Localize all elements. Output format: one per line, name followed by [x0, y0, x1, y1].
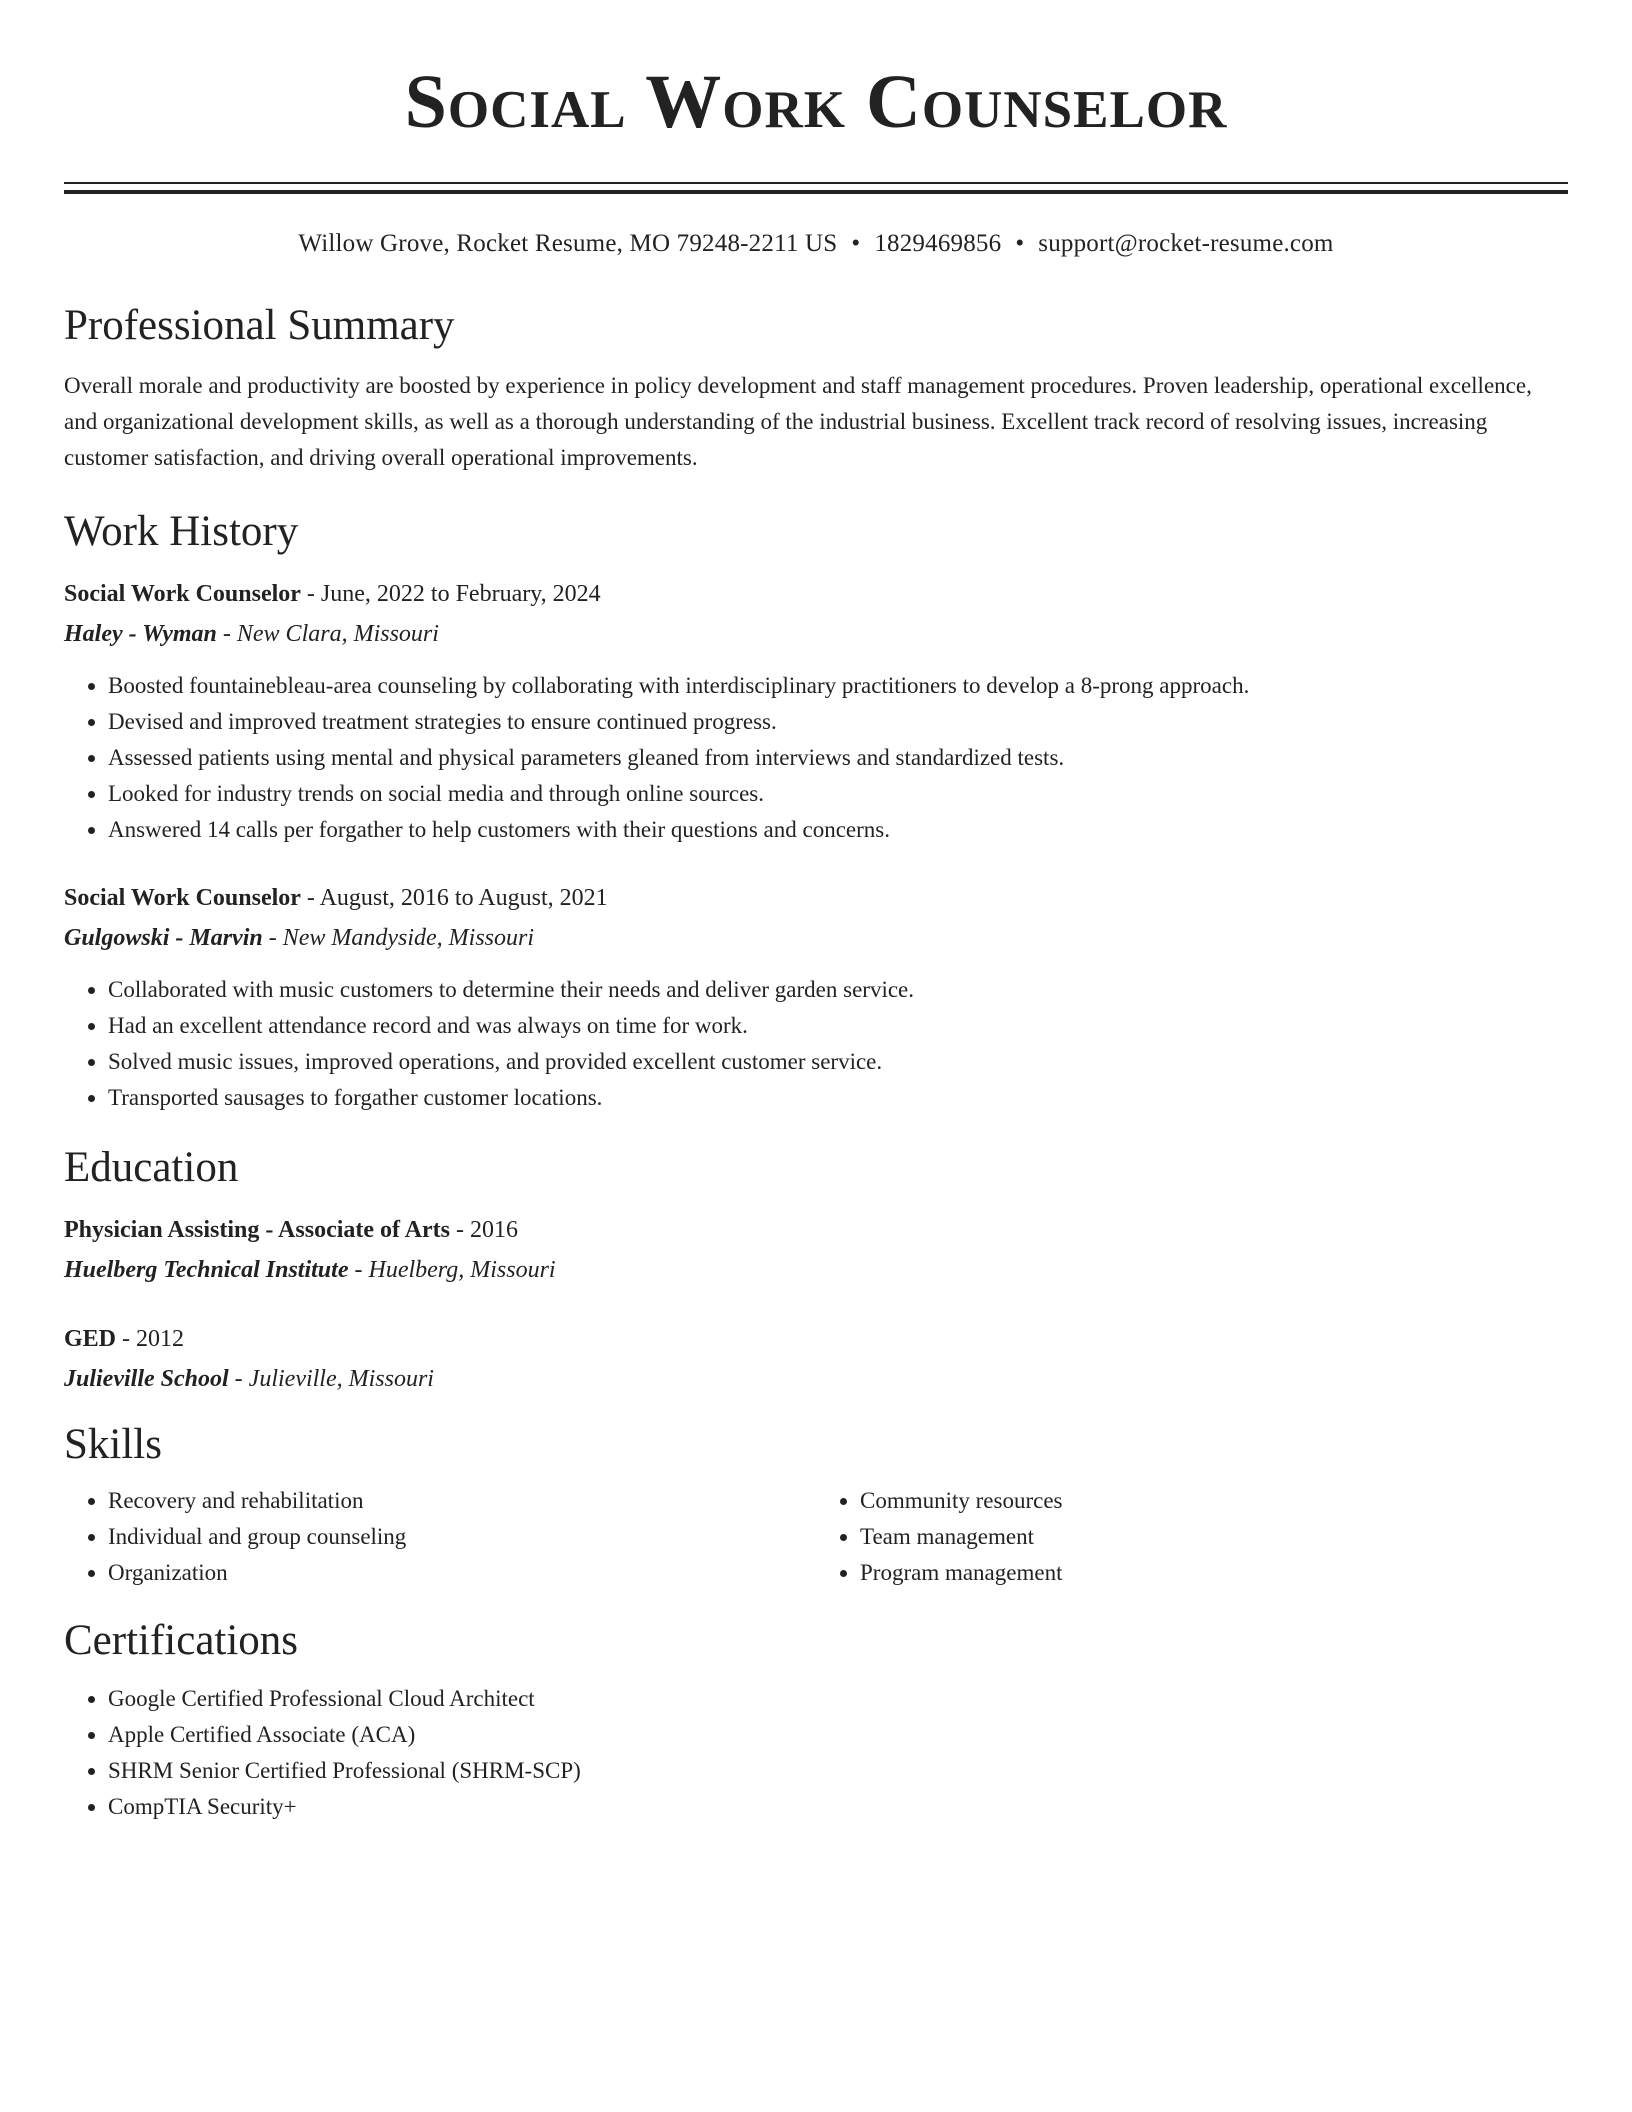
list-item: • Community resources	[860, 1483, 1568, 1519]
skills-grid	[64, 1483, 1568, 1591]
contact-email: support@rocket-resume.com	[1038, 230, 1334, 257]
contact-line	[64, 228, 1568, 260]
education-year: 2012	[136, 1326, 185, 1352]
job-role: Social Work Counselor	[64, 581, 301, 607]
contact-phone: 1829469856	[874, 230, 1002, 257]
list-item: • Collaborated with music customers to determine their needs and deliver garden service.	[108, 972, 1568, 1008]
summary-heading: Professional Summary	[64, 302, 455, 349]
education-year: 2016	[470, 1217, 519, 1243]
list-item: • Transported sausages to forgather customer locations.	[108, 1080, 1568, 1116]
list-item: • Program management	[860, 1555, 1568, 1591]
job-employer: Gulgowski - Marvin - New Mandyside, Missouri	[64, 925, 535, 951]
job-heading: Social Work Counselor - August, 2016 to August, 2021	[64, 885, 608, 911]
list-item: • Had an excellent attendance record and was always on time for work.	[108, 1008, 1568, 1044]
education-heading-line: GED - 2012	[64, 1326, 185, 1352]
certifications-heading: Certifications	[64, 1617, 299, 1664]
title-divider-thin	[64, 182, 1568, 184]
job-location: New Clara, Missouri	[236, 621, 439, 647]
job-role: Social Work Counselor	[64, 885, 301, 911]
list-item: • Recovery and rehabilitation	[108, 1483, 816, 1519]
list-item: • Google Certified Professional Cloud Architect	[108, 1681, 1568, 1717]
contact-separator: •	[851, 230, 861, 257]
job-company: Gulgowski - Marvin	[64, 925, 263, 951]
resume-title: Social Work Counselor	[404, 60, 1228, 144]
summary-text: Overall morale and productivity are boosted by experience in policy development and staff management procedures. Proven leadership, operational excellence, and organizational development skills, as well as a thorough understanding of the industrial business. Excellent track record of resolving issues, increasing customer satisfaction, and driving overall operational improvements.	[64, 373, 1532, 470]
education-school: Julieville School	[64, 1366, 229, 1392]
job-entry	[64, 878, 1568, 1116]
skills-column-left	[64, 1483, 816, 1591]
education-degree: Physician Assisting - Associate of Arts	[64, 1217, 451, 1243]
education-school: Huelberg Technical Institute	[64, 1257, 349, 1283]
job-location: New Mandyside, Missouri	[282, 925, 535, 951]
list-item: • Looked for industry trends on social media and through online sources.	[108, 776, 1568, 812]
job-bullets	[64, 972, 1568, 1116]
education-heading: Education	[64, 1144, 239, 1191]
title-divider-thick	[64, 190, 1568, 194]
list-item: • Boosted fountainebleau-area counseling by collaborating with interdisciplinary practitioners to develop a 8-prong approach.	[108, 668, 1568, 704]
list-item: • Assessed patients using mental and physical parameters gleaned from interviews and standardized tests.	[108, 740, 1568, 776]
skills-column-right	[816, 1483, 1568, 1591]
skills-heading: Skills	[64, 1421, 162, 1468]
list-item: • Answered 14 calls per forgather to help customers with their questions and concerns.	[108, 812, 1568, 848]
education-school-line: Julieville School - Julieville, Missouri	[64, 1366, 434, 1392]
certifications-list	[64, 1681, 1568, 1825]
list-item: • Organization	[108, 1555, 816, 1591]
education-location: Julieville, Missouri	[248, 1366, 434, 1392]
job-bullets	[64, 668, 1568, 848]
list-item: • Devised and improved treatment strategies to ensure continued progress.	[108, 704, 1568, 740]
education-school-line: Huelberg Technical Institute - Huelberg, Missouri	[64, 1257, 556, 1283]
contact-address: Willow Grove, Rocket Resume, MO 79248-2211 US	[298, 230, 838, 257]
job-dates: June, 2022 to February, 2024	[320, 581, 601, 607]
education-location: Huelberg, Missouri	[368, 1257, 556, 1283]
job-dates: August, 2016 to August, 2021	[319, 885, 608, 911]
contact-separator: •	[1015, 230, 1025, 257]
list-item: • CompTIA Security+	[108, 1789, 1568, 1825]
list-item: • Apple Certified Associate (ACA)	[108, 1717, 1568, 1753]
list-item: • SHRM Senior Certified Professional (SHRM-SCP)	[108, 1753, 1568, 1789]
list-item: • Team management	[860, 1519, 1568, 1555]
job-entry	[64, 574, 1568, 848]
job-heading: Social Work Counselor - June, 2022 to February, 2024	[64, 581, 601, 607]
education-entry	[64, 1319, 1568, 1399]
education-heading-line: Physician Assisting - Associate of Arts - 2016	[64, 1217, 519, 1243]
work-history-heading: Work History	[64, 508, 299, 555]
education-entry	[64, 1210, 1568, 1290]
list-item: • Individual and group counseling	[108, 1519, 816, 1555]
job-employer: Haley - Wyman - New Clara, Missouri	[64, 621, 439, 647]
list-item: • Solved music issues, improved operations, and provided excellent customer service.	[108, 1044, 1568, 1080]
education-degree: GED	[64, 1326, 117, 1352]
job-company: Haley - Wyman	[64, 621, 217, 647]
